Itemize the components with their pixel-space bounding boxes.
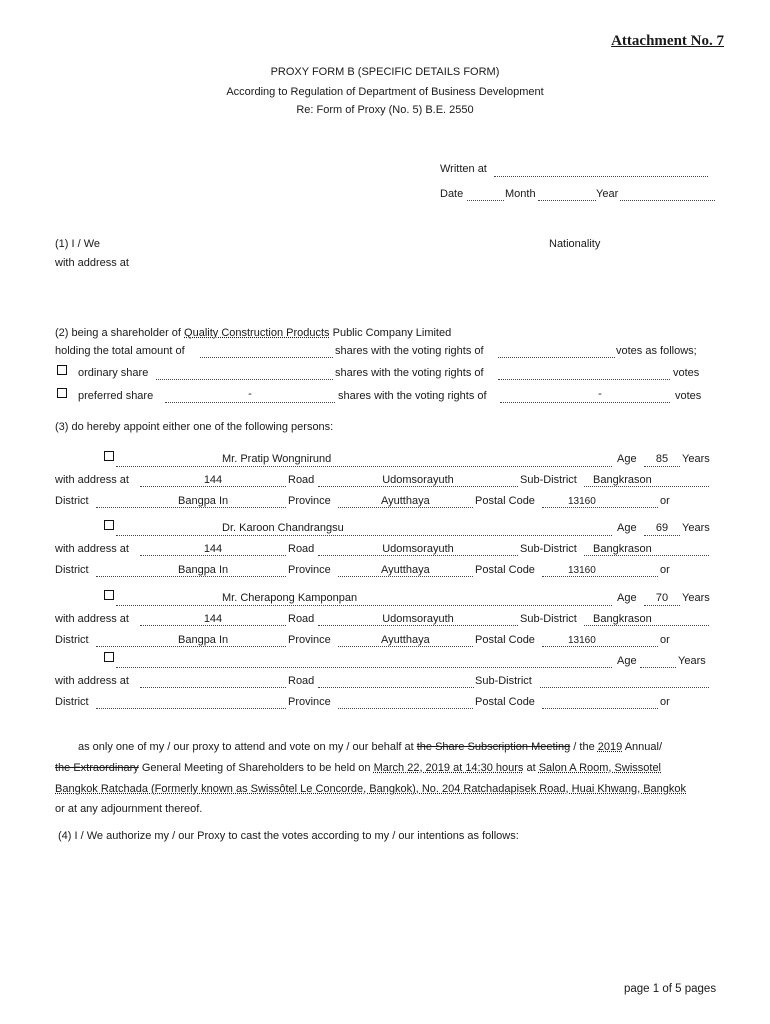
month-field[interactable] [538, 200, 596, 201]
proxy1-age-field[interactable] [644, 466, 680, 467]
preferred-votes-value: - [598, 388, 602, 400]
proxy4-years-label: Years [678, 655, 706, 667]
section2-prefix: (2) being a shareholder of [55, 327, 181, 339]
proxy1-address-label: with address at [55, 474, 129, 486]
proxy3-road-field[interactable] [318, 625, 518, 626]
proxy4-name-field[interactable] [116, 667, 612, 668]
preferred-shares-field[interactable] [165, 402, 335, 403]
proxy3-house-no: 144 [203, 613, 223, 625]
proxy3-subdistrict-field[interactable] [584, 625, 709, 626]
proxy2-postal: 13160 [568, 565, 596, 576]
closing-text-1c: / the [570, 741, 598, 753]
proxy3-postal: 13160 [568, 635, 596, 646]
proxy3-district-label: District [55, 634, 89, 646]
proxy3-or-label: or [660, 634, 670, 646]
date-field[interactable] [467, 200, 504, 201]
proxy2-province-field[interactable] [338, 576, 473, 577]
proxy3-checkbox[interactable] [104, 590, 114, 600]
proxy4-province-label: Province [288, 696, 331, 708]
proxy1-district: Bangpa In [178, 495, 229, 507]
form-title: PROXY FORM B (SPECIFIC DETAILS FORM) [270, 66, 500, 78]
proxy1-name: Mr. Pratip Wongnirund [222, 453, 332, 465]
total-shares-field[interactable] [200, 357, 333, 358]
proxy4-postal-label: Postal Code [475, 696, 535, 708]
proxy3-age-field[interactable] [644, 605, 680, 606]
section3-label: (3) do hereby appoint either one of the following persons: [55, 421, 334, 433]
proxy2-district-label: District [55, 564, 89, 576]
closing-text-2b: General Meeting of Shareholders to be held on [138, 762, 374, 774]
proxy2-postal-field[interactable] [542, 576, 658, 577]
proxy4-postal-field[interactable] [542, 708, 658, 709]
proxy3-road: Udomsorayuth [382, 613, 454, 625]
proxy2-house-no: 144 [203, 543, 223, 555]
share-subscription-struck: the Share Subscription Meeting [416, 741, 571, 753]
section2-shareholder-line [55, 327, 451, 339]
year-label: Year [596, 188, 619, 200]
proxy2-postal-label: Postal Code [475, 564, 535, 576]
proxy1-postal-label: Postal Code [475, 495, 535, 507]
holding-label: holding the total amount of [55, 345, 185, 357]
proxy2-subdistrict-field[interactable] [584, 555, 709, 556]
proxy4-subdistrict-field[interactable] [540, 687, 709, 688]
proxy2-district: Bangpa In [178, 564, 229, 576]
preferred-shares-value: - [248, 388, 252, 400]
section4-label: (4) I / We authorize my / our Proxy to cast the votes according to my / our intentions as follows: [58, 830, 519, 842]
proxy2-province-label: Province [288, 564, 331, 576]
proxy1-age-label: Age [617, 453, 637, 465]
proxy1-province: Ayutthaya [381, 495, 430, 507]
proxy4-subdistrict-label: Sub-District [475, 675, 532, 687]
proxy2-name-field[interactable] [116, 535, 612, 536]
proxy1-subdistrict-field[interactable] [584, 486, 709, 487]
month-label: Month [505, 188, 536, 200]
proxy3-age: 70 [655, 592, 669, 604]
proxy4-address-field[interactable] [140, 687, 286, 688]
proxy2-address-label: with address at [55, 543, 129, 555]
proxy2-province: Ayutthaya [381, 564, 430, 576]
proxy3-subdistrict: Bangkrason [593, 613, 652, 625]
preferred-votes-label: votes [675, 390, 702, 402]
form-reference: Re: Form of Proxy (No. 5) B.E. 2550 [296, 104, 474, 116]
ordinary-share-label: ordinary share [78, 367, 149, 379]
proxy2-age-label: Age [617, 522, 637, 534]
proxy3-province-field[interactable] [338, 646, 473, 647]
proxy4-address-label: with address at [55, 675, 129, 687]
proxy2-road-field[interactable] [318, 555, 518, 556]
closing-line-2 [55, 762, 661, 774]
ordinary-voting-label: shares with the voting rights of [335, 367, 484, 379]
proxy3-name: Mr. Cherapong Kamponpan [222, 592, 358, 604]
proxy1-province-label: Province [288, 495, 331, 507]
proxy3-province: Ayutthaya [381, 634, 430, 646]
proxy4-road-field[interactable] [318, 687, 474, 688]
proxy3-name-field[interactable] [116, 605, 612, 606]
attachment-number: Attachment No. 7 [611, 33, 724, 49]
date-label: Date [440, 188, 464, 200]
proxy1-province-field[interactable] [338, 507, 473, 508]
closing-text-1a: as only one of my / our proxy to attend and vote on my / our behalf at [78, 741, 417, 753]
section2-suffix: Public Company Limited [332, 327, 452, 339]
written-at-field[interactable] [494, 176, 708, 177]
proxy1-years-label: Years [682, 453, 710, 465]
ordinary-votes-field[interactable] [498, 379, 670, 380]
proxy4-checkbox[interactable] [104, 652, 114, 662]
proxy2-age: 69 [655, 522, 669, 534]
proxy1-district-label: District [55, 495, 89, 507]
proxy3-address-field[interactable] [140, 625, 286, 626]
proxy1-road-label: Road [288, 474, 315, 486]
proxy2-road: Udomsorayuth [382, 543, 454, 555]
closing-line-4: or at any adjournment thereof. [55, 803, 203, 815]
proxy2-age-field[interactable] [644, 535, 680, 536]
extraordinary-struck: the Extraordinary [55, 762, 139, 774]
form-subtitle: According to Regulation of Department of Business Development [226, 86, 544, 98]
preferred-share-checkbox[interactable] [57, 388, 67, 398]
proxy2-district-field[interactable] [96, 576, 286, 577]
proxy2-address-field[interactable] [140, 555, 286, 556]
proxy1-district-field[interactable] [96, 507, 286, 508]
nationality-label: Nationality [549, 238, 601, 250]
proxy3-road-label: Road [288, 613, 315, 625]
proxy4-district-field[interactable] [96, 708, 286, 709]
proxy1-postal-field[interactable] [542, 507, 658, 508]
proxy4-age-field[interactable] [640, 667, 676, 668]
total-votes-field[interactable] [498, 357, 615, 358]
proxy3-age-label: Age [617, 592, 637, 604]
votes-as-follows-label: votes as follows; [616, 345, 697, 357]
meeting-year: 2019 [597, 741, 623, 753]
proxy1-house-no: 144 [203, 474, 223, 486]
proxy3-district: Bangpa In [178, 634, 229, 646]
proxy2-or-label: or [660, 564, 670, 576]
proxy3-years-label: Years [682, 592, 710, 604]
proxy1-road: Udomsorayuth [382, 474, 454, 486]
meeting-venue-1: Salon A Room, Swissotel [538, 762, 662, 774]
preferred-share-label: preferred share [78, 390, 154, 402]
ordinary-votes-label: votes [673, 367, 700, 379]
proxy4-or-label: or [660, 696, 670, 708]
proxy4-province-field[interactable] [338, 708, 473, 709]
shares-voting-label: shares with the voting rights of [335, 345, 484, 357]
closing-text-2d: at [523, 762, 539, 774]
year-field[interactable] [620, 200, 715, 201]
proxy2-checkbox[interactable] [104, 520, 114, 530]
preferred-voting-label: shares with the voting rights of [338, 390, 487, 402]
ordinary-share-checkbox[interactable] [57, 365, 67, 375]
proxy1-road-field[interactable] [318, 486, 518, 487]
proxy1-address-field[interactable] [140, 486, 286, 487]
proxy4-age-label: Age [617, 655, 637, 667]
proxy2-subdistrict-label: Sub-District [520, 543, 577, 555]
page-number: page 1 of 5 pages [624, 983, 717, 995]
proxy1-checkbox[interactable] [104, 451, 114, 461]
ordinary-shares-field[interactable] [156, 379, 333, 380]
company-name: Quality Construction Products [184, 327, 330, 339]
proxy2-subdistrict: Bangkrason [593, 543, 652, 555]
closing-line-1 [78, 741, 662, 753]
meeting-venue-2: Bangkok Ratchada (Formerly known as Swissôtel Le Concorde, Bangkok), No. 204 Ratchadapisek Road, Huai Khwang, Bangkok [55, 783, 687, 795]
proxy3-postal-field[interactable] [542, 646, 658, 647]
proxy1-subdistrict: Bangkrason [593, 474, 652, 486]
closing-line-3 [55, 783, 686, 795]
proxy3-province-label: Province [288, 634, 331, 646]
proxy1-age: 85 [655, 453, 669, 465]
closing-text-1e: Annual/ [622, 741, 663, 753]
proxy1-subdistrict-label: Sub-District [520, 474, 577, 486]
section1-label: (1) I / We [55, 238, 101, 250]
proxy2-name: Dr. Karoon Chandrangsu [222, 522, 344, 534]
proxy2-road-label: Road [288, 543, 315, 555]
proxy4-road-label: Road [288, 675, 315, 687]
proxy1-postal: 13160 [568, 496, 596, 507]
proxy3-address-label: with address at [55, 613, 129, 625]
proxy3-subdistrict-label: Sub-District [520, 613, 577, 625]
proxy1-name-field[interactable] [116, 466, 612, 467]
meeting-datetime: March 22, 2019 at 14:30 hours [373, 762, 524, 774]
preferred-votes-field[interactable] [500, 402, 670, 403]
proxy1-or-label: or [660, 495, 670, 507]
section1-address-label: with address at [55, 257, 129, 269]
proxy4-district-label: District [55, 696, 89, 708]
written-at-label: Written at [440, 163, 487, 175]
proxy2-years-label: Years [682, 522, 710, 534]
proxy3-district-field[interactable] [96, 646, 286, 647]
proxy3-postal-label: Postal Code [475, 634, 535, 646]
